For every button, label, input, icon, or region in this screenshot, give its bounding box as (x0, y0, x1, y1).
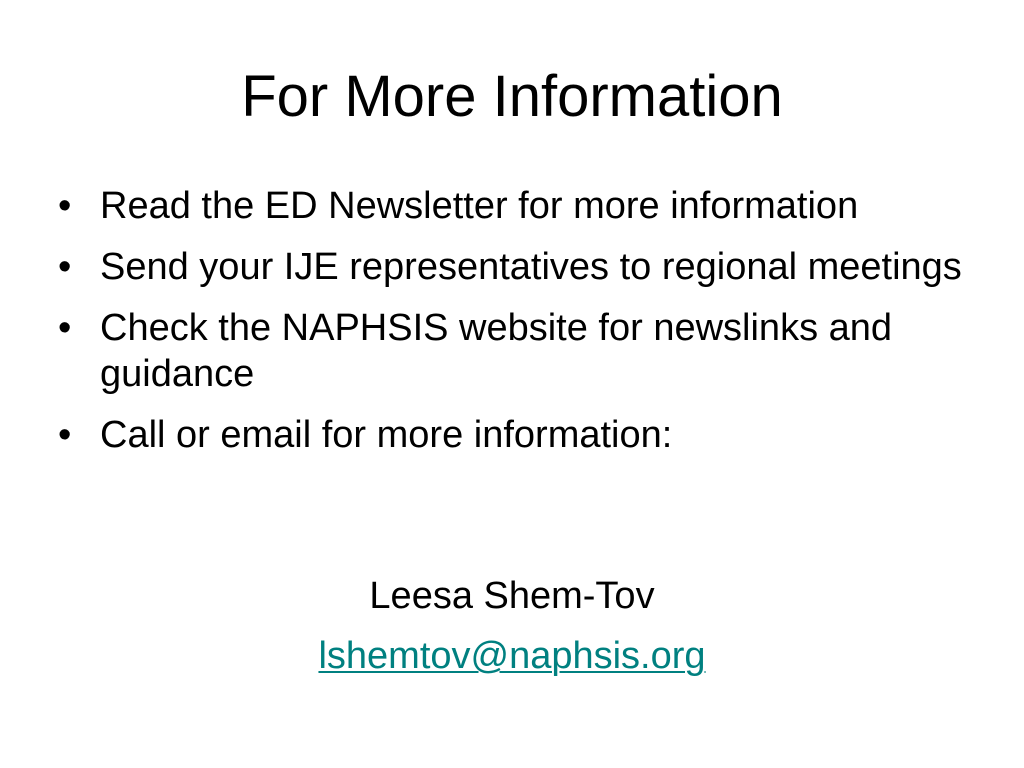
bullet-text: Send your IJE representatives to regional meetings (100, 246, 962, 288)
contact-email-link[interactable]: lshemtov@naphsis.org (318, 635, 706, 677)
contact-email-container (0, 633, 1024, 679)
bullet-item (58, 244, 988, 290)
bullet-item (58, 305, 988, 397)
bullet-icon: • (58, 307, 72, 349)
contact-name: Leesa Shem-Tov (369, 575, 655, 617)
bullet-icon: • (58, 414, 72, 456)
bullet-text: Read the ED Newsletter for more information (100, 185, 859, 227)
bullet-item (58, 183, 988, 229)
bullet-text: Call or email for more information: (100, 414, 673, 456)
bullet-icon: • (58, 246, 72, 288)
slide-title: For More Information (241, 64, 783, 129)
bullet-text: Check the NAPHSIS website for newslinks and guidance (100, 307, 893, 395)
bullet-list (58, 183, 988, 473)
bullet-icon: • (58, 185, 72, 227)
bullet-item (58, 412, 988, 458)
